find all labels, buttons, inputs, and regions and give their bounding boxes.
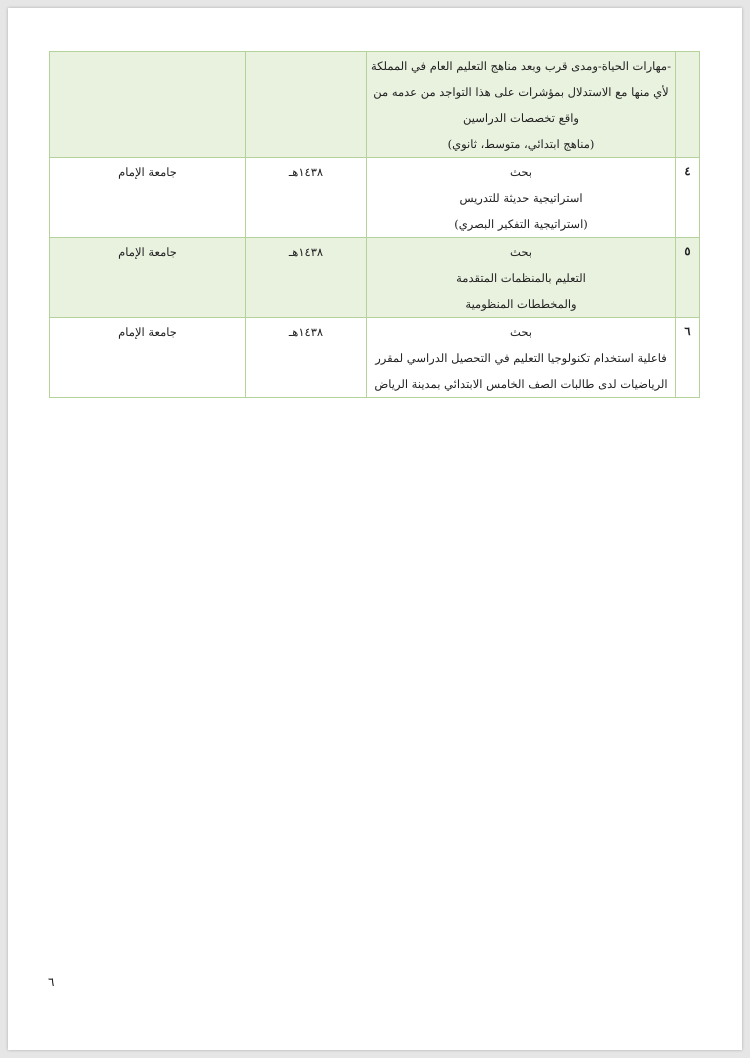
title-line: بحث (510, 325, 532, 339)
row-number: ٥ (676, 238, 700, 318)
title-line: والمخططات المنظومية (465, 297, 577, 311)
table-row (50, 52, 700, 158)
document-page (8, 8, 742, 1050)
row-place (50, 52, 246, 158)
title-line: (مناهج ابتدائي، متوسط، ثانوي) (447, 137, 595, 151)
row-title (367, 52, 676, 158)
title-line: (استراتيجية التفكير البصري) (454, 217, 588, 231)
title-line: -مهارات الحياة-ومدى قرب وبعد مناهج التعليم العام في المملكة (371, 59, 671, 73)
table-row (50, 318, 700, 398)
row-number (676, 52, 700, 158)
title-line: بحث (510, 165, 532, 179)
title-line: واقع تخصصات الدراسين (463, 111, 579, 125)
title-line: لأي منها مع الاستدلال بمؤشرات على هذا التواجد من عدمه من (373, 85, 669, 99)
row-date (246, 52, 367, 158)
row-date: ١٤٣٨هـ (246, 238, 367, 318)
row-place: جامعة الإمام (50, 238, 246, 318)
records-table (49, 51, 700, 398)
row-place: جامعة الإمام (50, 158, 246, 238)
table-row (50, 158, 700, 238)
row-number: ٦ (676, 318, 700, 398)
row-title (367, 318, 676, 398)
title-line: استراتيجية حديثة للتدريس (459, 191, 583, 205)
title-line: الرياضيات لدى طالبات الصف الخامس الابتدائي بمدينة الرياض (374, 377, 668, 391)
row-date: ١٤٣٨هـ (246, 158, 367, 238)
table-row (50, 238, 700, 318)
title-line: بحث (510, 245, 532, 259)
row-title (367, 238, 676, 318)
page-number: ٦ (48, 975, 55, 989)
row-title (367, 158, 676, 238)
row-place: جامعة الإمام (50, 318, 246, 398)
row-number: ٤ (676, 158, 700, 238)
title-line: التعليم بالمنظمات المتقدمة (456, 271, 586, 285)
title-line: فاعلية استخدام تكنولوجيا التعليم في التحصيل الدراسي لمقرر (375, 351, 667, 365)
row-date: ١٤٣٨هـ (246, 318, 367, 398)
